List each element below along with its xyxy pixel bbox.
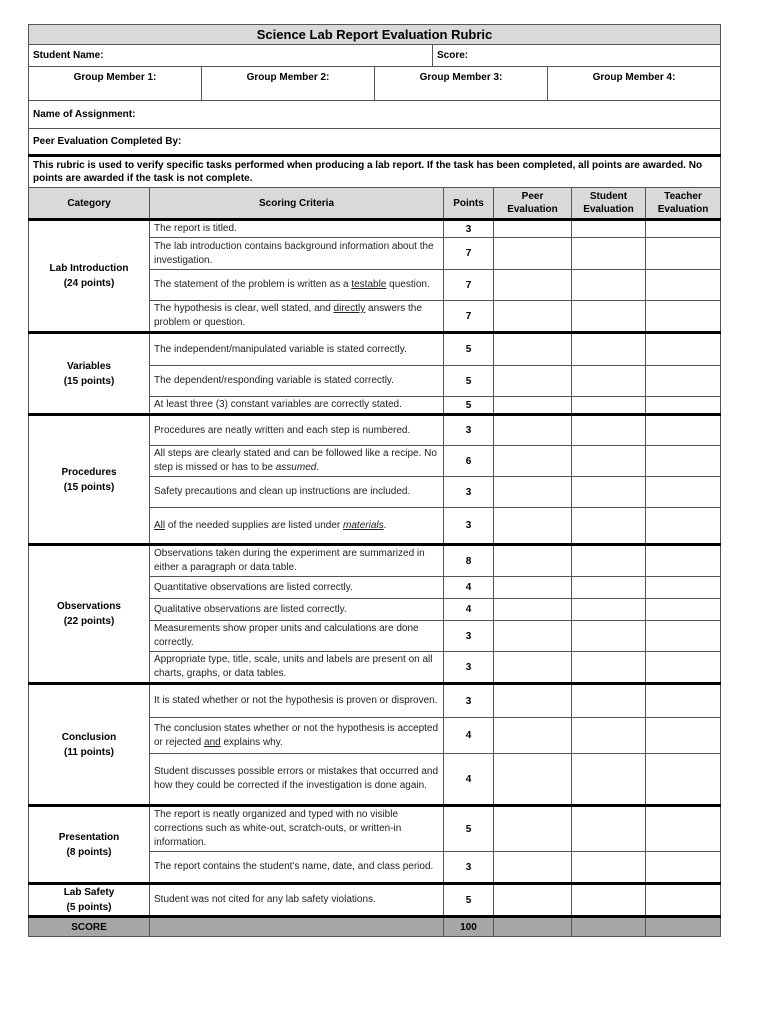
criteria-cell: The independent/manipulated variable is stated correctly.	[150, 333, 444, 366]
points-cell: 5	[444, 366, 494, 397]
category-cell	[29, 545, 150, 684]
points-cell: 3	[444, 621, 494, 652]
points-cell: 3	[444, 652, 494, 684]
teacher-eval-cell[interactable]	[646, 754, 721, 806]
points-cell: 5	[444, 884, 494, 917]
points-cell: 4	[444, 754, 494, 806]
teacher-eval-cell[interactable]	[646, 599, 721, 621]
peer-eval-cell[interactable]	[494, 301, 572, 333]
points-cell: 3	[444, 220, 494, 238]
student-eval-cell[interactable]	[572, 545, 646, 577]
peer-eval-cell[interactable]	[494, 397, 572, 415]
student-eval-cell[interactable]	[572, 333, 646, 366]
student-eval-cell[interactable]	[572, 718, 646, 754]
category-points: (15 points)	[63, 375, 115, 387]
category-name: Lab Introduction	[49, 263, 129, 274]
points-cell: 5	[444, 333, 494, 366]
category-name: Conclusion	[61, 731, 117, 743]
criteria-cell: Measurements show proper units and calculations are done correctly.	[150, 621, 444, 652]
peer-eval-cell[interactable]	[494, 621, 572, 652]
points-cell: 3	[444, 684, 494, 718]
rubric-table	[28, 154, 721, 937]
peer-eval-cell[interactable]	[494, 545, 572, 577]
student-eval-cell[interactable]	[572, 508, 646, 545]
peer-score-cell[interactable]	[494, 917, 572, 937]
category-cell	[29, 806, 150, 884]
peer-eval-cell[interactable]	[494, 477, 572, 508]
header-points: Points	[444, 188, 494, 220]
points-cell: 7	[444, 238, 494, 270]
criteria-cell: The dependent/responding variable is stated correctly.	[150, 366, 444, 397]
points-cell: 8	[444, 545, 494, 577]
peer-eval-cell[interactable]	[494, 599, 572, 621]
teacher-eval-cell[interactable]	[646, 397, 721, 415]
teacher-eval-cell[interactable]	[646, 718, 721, 754]
points-cell: 5	[444, 806, 494, 852]
category-cell	[29, 684, 150, 806]
points-cell: 3	[444, 415, 494, 446]
student-eval-cell[interactable]	[572, 652, 646, 684]
teacher-eval-cell[interactable]	[646, 270, 721, 301]
teacher-eval-cell[interactable]	[646, 415, 721, 446]
group-member-4-field[interactable]: Group Member 4:	[548, 67, 721, 101]
student-eval-cell[interactable]	[572, 754, 646, 806]
student-eval-cell[interactable]	[572, 477, 646, 508]
criteria-cell: Student discusses possible errors or mistakes that occurred and how they could be corrected if the investigation is done again.	[150, 754, 444, 806]
student-eval-cell[interactable]	[572, 577, 646, 599]
peer-eval-cell[interactable]	[494, 238, 572, 270]
header-category: Category	[29, 188, 150, 220]
category-cell	[29, 884, 150, 917]
teacher-eval-cell[interactable]	[646, 577, 721, 599]
peer-eval-cell[interactable]	[494, 415, 572, 446]
category-points: (15 points)	[63, 481, 115, 493]
teacher-eval-cell[interactable]	[646, 852, 721, 884]
student-eval-cell[interactable]	[572, 397, 646, 415]
peer-eval-cell[interactable]	[494, 446, 572, 477]
teacher-eval-cell[interactable]	[646, 652, 721, 684]
rubric-row	[29, 415, 721, 446]
student-eval-cell[interactable]	[572, 684, 646, 718]
teacher-eval-cell[interactable]	[646, 220, 721, 238]
points-cell: 4	[444, 599, 494, 621]
points-cell: 3	[444, 477, 494, 508]
peer-eval-cell[interactable]	[494, 366, 572, 397]
criteria-cell: Observations taken during the experiment are summarized in either a paragraph or data table.	[150, 545, 444, 577]
category-name: Procedures	[61, 466, 117, 478]
category-cell	[29, 220, 150, 333]
rubric-row	[29, 333, 721, 366]
category-name: Presentation	[58, 831, 120, 843]
peer-eval-cell[interactable]	[494, 577, 572, 599]
points-cell: 7	[444, 301, 494, 333]
student-eval-cell[interactable]	[572, 852, 646, 884]
teacher-eval-cell[interactable]	[646, 238, 721, 270]
teacher-eval-cell[interactable]	[646, 508, 721, 545]
criteria-cell: Qualitative observations are listed correctly.	[150, 599, 444, 621]
student-eval-cell[interactable]	[572, 806, 646, 852]
points-cell: 7	[444, 270, 494, 301]
peer-eval-cell[interactable]	[494, 806, 572, 852]
header-teacher-evaluation: Teacher Evaluation	[646, 188, 721, 220]
peer-eval-cell[interactable]	[494, 884, 572, 917]
teacher-eval-cell[interactable]	[646, 446, 721, 477]
teacher-eval-cell[interactable]	[646, 333, 721, 366]
category-points: (24 points)	[63, 278, 115, 289]
header-criteria: Scoring Criteria	[150, 188, 444, 220]
rubric-sheet	[28, 24, 720, 937]
teacher-eval-cell[interactable]	[646, 366, 721, 397]
points-cell: 6	[444, 446, 494, 477]
criteria-cell: Quantitative observations are listed correctly.	[150, 577, 444, 599]
student-eval-cell[interactable]	[572, 599, 646, 621]
criteria-cell: The lab introduction contains background information about the investigation.	[150, 238, 444, 270]
criteria-cell: The report is neatly organized and typed with no visible corrections such as white-out, scratch-outs, or written-in information.	[150, 806, 444, 852]
points-cell: 5	[444, 397, 494, 415]
peer-eval-cell[interactable]	[494, 718, 572, 754]
rubric-row	[29, 884, 721, 917]
score-label: SCORE	[29, 917, 150, 937]
points-cell: 3	[444, 852, 494, 884]
student-eval-cell[interactable]	[572, 270, 646, 301]
group-member-1-field[interactable]: Group Member 1:	[29, 67, 202, 101]
criteria-cell: Procedures are neatly written and each step is numbered.	[150, 415, 444, 446]
peer-eval-cell[interactable]	[494, 652, 572, 684]
peer-eval-cell[interactable]	[494, 852, 572, 884]
rubric-instructions: This rubric is used to verify specific tasks performed when producing a lab report. If the task has been completed, all points are awarded. No points are awarded if the task is not complete.	[29, 156, 721, 188]
student-name-field[interactable]: Student Name:	[29, 45, 433, 67]
rubric-row	[29, 806, 721, 852]
category-points: (22 points)	[63, 616, 115, 627]
category-cell	[29, 415, 150, 545]
category-points: (5 points)	[66, 902, 112, 913]
criteria-cell: All of the needed supplies are listed under materials.	[150, 508, 444, 545]
criteria-cell: At least three (3) constant variables are correctly stated.	[150, 397, 444, 415]
criteria-cell: It is stated whether or not the hypothesis is proven or disproven.	[150, 684, 444, 718]
category-cell	[29, 333, 150, 415]
points-cell: 4	[444, 718, 494, 754]
rubric-row	[29, 545, 721, 577]
criteria-cell: The statement of the problem is written as a testable question.	[150, 270, 444, 301]
teacher-eval-cell[interactable]	[646, 621, 721, 652]
group-member-3-field[interactable]: Group Member 3:	[375, 67, 548, 101]
teacher-eval-cell[interactable]	[646, 684, 721, 718]
rubric-row	[29, 220, 721, 238]
peer-eval-cell[interactable]	[494, 220, 572, 238]
group-member-2-field[interactable]: Group Member 2:	[202, 67, 375, 101]
peer-eval-cell[interactable]	[494, 754, 572, 806]
assignment-name-field[interactable]: Name of Assignment:	[29, 101, 721, 129]
peer-eval-cell[interactable]	[494, 684, 572, 718]
student-eval-cell[interactable]	[572, 621, 646, 652]
score-total: 100	[444, 917, 494, 937]
criteria-cell: Safety precautions and clean up instructions are included.	[150, 477, 444, 508]
teacher-eval-cell[interactable]	[646, 301, 721, 333]
category-name: Observations	[57, 601, 121, 612]
page-title: Science Lab Report Evaluation Rubric	[29, 25, 721, 45]
teacher-score-cell[interactable]	[646, 917, 721, 937]
student-eval-cell[interactable]	[572, 415, 646, 446]
student-score-cell[interactable]	[572, 917, 646, 937]
peer-eval-cell[interactable]	[494, 333, 572, 366]
header-peer-evaluation: Peer Evaluation	[494, 188, 572, 220]
teacher-eval-cell[interactable]	[646, 477, 721, 508]
peer-eval-cell[interactable]	[494, 508, 572, 545]
teacher-eval-cell[interactable]	[646, 806, 721, 852]
score-blank-cell	[150, 917, 444, 937]
header-table	[28, 24, 721, 155]
criteria-cell: All steps are clearly stated and can be followed like a recipe. No step is missed or has to be assumed.	[150, 446, 444, 477]
student-eval-cell[interactable]	[572, 301, 646, 333]
student-eval-cell[interactable]	[572, 366, 646, 397]
student-eval-cell[interactable]	[572, 220, 646, 238]
criteria-cell: Student was not cited for any lab safety violations.	[150, 884, 444, 917]
criteria-cell: The report contains the student's name, date, and class period.	[150, 852, 444, 884]
category-points: (11 points)	[63, 746, 114, 758]
score-row	[29, 917, 721, 937]
header-student-evaluation: Student Evaluation	[572, 188, 646, 220]
score-field[interactable]: Score:	[433, 45, 721, 67]
category-name: Lab Safety	[63, 887, 115, 898]
criteria-cell: The report is titled.	[150, 220, 444, 238]
rubric-row	[29, 684, 721, 718]
peer-eval-cell[interactable]	[494, 270, 572, 301]
criteria-cell: Appropriate type, title, scale, units and labels are present on all charts, graphs, or data tables.	[150, 652, 444, 684]
teacher-eval-cell[interactable]	[646, 884, 721, 917]
student-eval-cell[interactable]	[572, 884, 646, 917]
points-cell: 3	[444, 508, 494, 545]
category-points: (8 points)	[66, 846, 112, 858]
points-cell: 4	[444, 577, 494, 599]
criteria-cell: The conclusion states whether or not the hypothesis is accepted or rejected and explains why.	[150, 718, 444, 754]
teacher-eval-cell[interactable]	[646, 545, 721, 577]
category-name: Variables	[67, 360, 111, 372]
student-eval-cell[interactable]	[572, 446, 646, 477]
peer-eval-by-field[interactable]: Peer Evaluation Completed By:	[29, 129, 721, 155]
student-eval-cell[interactable]	[572, 238, 646, 270]
criteria-cell: The hypothesis is clear, well stated, and directly answers the problem or question.	[150, 301, 444, 333]
